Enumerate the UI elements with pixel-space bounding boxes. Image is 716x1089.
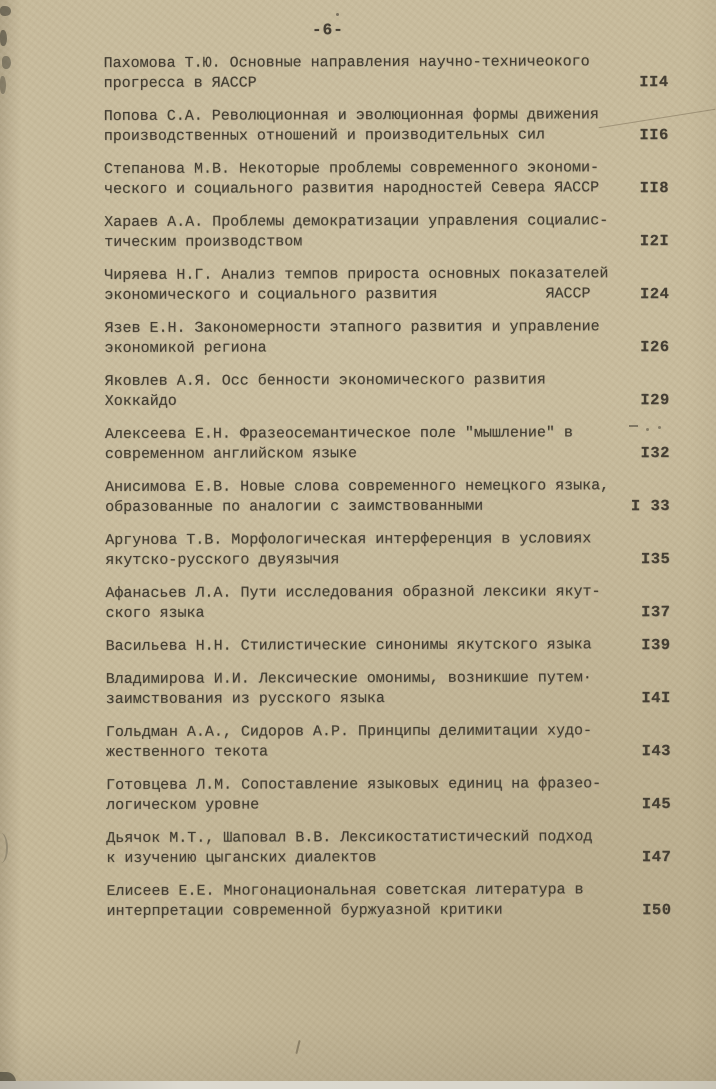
- toc-entry-list: [104, 52, 672, 922]
- entry-page-number: I26: [640, 338, 670, 357]
- entry-page-number: I50: [642, 901, 672, 920]
- entry-text: Степанова М.В. Некоторые проблемы современного экономи- ческого и социального развития народностей Севера ЯАССР: [103, 159, 600, 198]
- entry-page-number: I43: [641, 742, 671, 761]
- entry-page-number: II6: [639, 126, 669, 145]
- entry-page-number: I39: [641, 636, 671, 655]
- toc-entry: [106, 635, 671, 657]
- toc-entry: [104, 211, 669, 253]
- toc-entry: [105, 529, 670, 571]
- entry-page-number: I35: [640, 550, 671, 569]
- page-number-header: -6-: [312, 21, 344, 40]
- toc-entry: [104, 264, 669, 306]
- entry-text: Васильева Н.Н. Стилистические синонимы якутского языка: [105, 636, 592, 655]
- entry-page-number: II8: [639, 179, 670, 198]
- entry-text: Владимирова И.И. Лексические омонимы, возникшие путем· заимствования из русского языка: [105, 669, 592, 708]
- table-of-contents: [103, 19, 671, 935]
- toc-entry: [104, 158, 669, 200]
- toc-entry: [106, 880, 671, 922]
- entry-text: Елисеев Е.Е. Многонациональная советская литература в интерпретации современной буржуазной критики: [106, 881, 584, 920]
- entry-page-number: I24: [639, 285, 670, 304]
- entry-page-number: I45: [641, 795, 672, 814]
- toc-entry: [105, 423, 670, 465]
- entry-text: Анисимова Е.В. Новые слова современного немецкого языка, образованные по аналогии с заимствованными: [105, 477, 610, 516]
- entry-text: Афанасьев Л.А. Пути исследования образной лексики якут- ского языка: [105, 583, 601, 622]
- entry-page-number: I4I: [641, 689, 671, 708]
- entry-page-number: I47: [641, 848, 672, 867]
- toc-entry: [105, 370, 670, 412]
- entry-text: Хараев А.А. Проблемы демократизации управления социалис- тическим производством: [104, 212, 609, 251]
- toc-entry: [105, 582, 670, 624]
- entry-text: Язев Е.Н. Закономерности этапного развития и управление экономикой региона: [104, 318, 600, 357]
- entry-text: Готовцева Л.М. Сопоставление языковых единиц на фразео- логическом уровне: [106, 775, 602, 814]
- entry-text: Аргунова Т.В. Морфологическая интерференция в условиях якутско-русского двуязычия: [105, 530, 592, 569]
- entry-page-number: I2I: [639, 232, 670, 251]
- entry-page-number: I29: [640, 391, 670, 410]
- toc-entry: [106, 668, 671, 710]
- entry-page-number: II4: [639, 73, 669, 92]
- toc-entry: [106, 774, 671, 816]
- entry-text: Попова С.А. Революционная и эволюционная формы движения производственных отношений и производительных сил: [103, 106, 599, 145]
- entry-page-number: I32: [640, 444, 670, 463]
- entry-text: Пахомова Т.Ю. Основные направления научно-техничеокого прогресса в ЯАССР: [103, 53, 590, 92]
- toc-entry: [104, 52, 669, 94]
- entry-page-number: I37: [641, 603, 671, 622]
- entry-text: Яковлев А.Я. Осс бенности экономического развития Хоккайдо: [104, 371, 546, 410]
- entry-text: Гольдман А.А., Сидоров А.Р. Принципы делимитации худо- жественного текота: [105, 722, 593, 761]
- entry-page-number: I 33: [630, 497, 671, 516]
- entry-text: Алексеева Е.Н. Фразеосемантическое поле "мышление" в современном английском языке: [104, 424, 573, 463]
- entry-text: Чиряева Н.Г. Анализ темпов прироста основных показателей экономического и социального развития ЯАССР: [104, 265, 609, 304]
- toc-entry: [104, 105, 669, 147]
- toc-entry: [106, 721, 671, 763]
- toc-entry: [104, 317, 669, 359]
- entry-text: Дьячок М.Т., Шаповал В.В. Лексикостатистический подход к изучению цыганских диалектов: [106, 828, 593, 867]
- toc-entry: [105, 476, 670, 518]
- toc-entry: [106, 827, 671, 869]
